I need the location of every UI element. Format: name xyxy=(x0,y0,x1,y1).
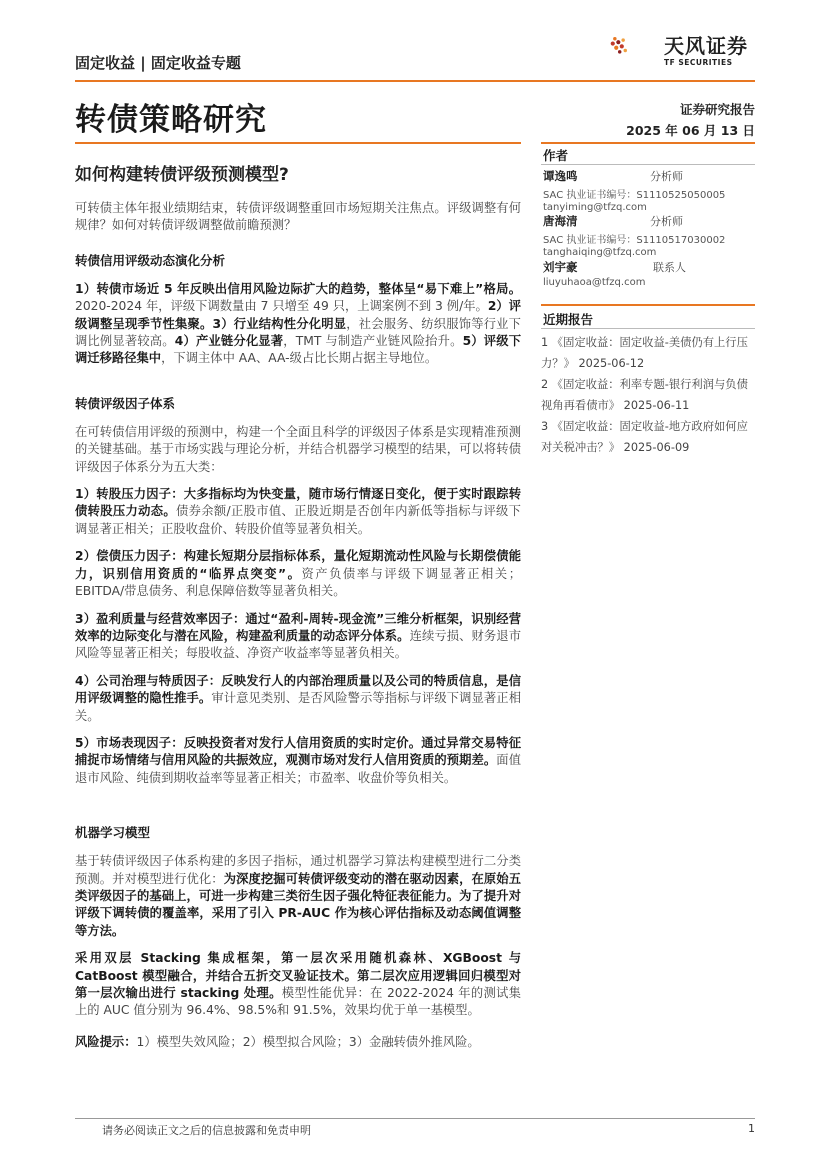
logo-dot xyxy=(618,50,621,53)
authors-rule xyxy=(541,164,755,165)
logo-dot xyxy=(611,41,615,45)
logo-dot xyxy=(621,38,624,41)
bold-text: 2）偿债压力因子：构建长短期分层指标体系，量化短期流动性风险与长期偿债能力，识别信用资质的“临界点突变”。 xyxy=(75,549,521,581)
body-text: 审计意见类别、是否风险警示等指标与评级下调显著正相关。 xyxy=(75,691,521,723)
intro-paragraph: 可转债主体年报业绩期结束，转债评级调整重回市场短期关注焦点。评级调整有何规律？如何对转债评级调整做前瞻预测？ xyxy=(75,201,521,233)
author-name: 唐海清 xyxy=(543,214,578,228)
report-type: 证券研究报告 xyxy=(679,102,755,117)
bold-text: 为深度挖掘可转债评级变动的潜在驱动因素，在原始五类评级因子的基础上，可进一步构建三类衍生因子强化特征表征能力。为了提升对评级下调转债的覆盖率，采用了引入 PR-AUC 作为核心评估指标及动态阈值调整等方法。 xyxy=(75,871,521,938)
report-date: 2025 年 06 月 13 日 xyxy=(626,123,755,138)
author-card xyxy=(543,168,755,213)
factor-paragraph xyxy=(75,548,521,600)
body-text: 面值退市风险、纯债到期收益率等显著正相关；市盈率、收盘价等负相关。 xyxy=(75,753,521,785)
report-subtitle: 如何构建转债评级预测模型? xyxy=(75,165,289,185)
section-title: 机器学习模型 xyxy=(75,825,151,841)
author-name: 刘宇豪 xyxy=(543,260,578,274)
bold-text: 3）行业结构性分化明显 xyxy=(212,316,347,331)
recent-report-item[interactable]: 3 《固定收益：固定收益-地方政府如何应对关税冲击？》 2025-06-09 xyxy=(541,420,748,454)
body-text: ，社会服务、纺织服饰等行业下调比例显著较高。 xyxy=(75,316,521,349)
logo-dot xyxy=(613,37,616,40)
recent-rule xyxy=(541,328,755,329)
logo-text-en: TF SECURITIES xyxy=(664,58,733,67)
section-paragraph xyxy=(75,853,521,940)
header-category: 固定收益 | 固定收益专题 xyxy=(75,54,241,72)
author-cert: SAC 执业证书编号：S1110525050005 xyxy=(543,190,726,201)
logo-dot xyxy=(624,49,627,52)
sidebar-rule xyxy=(541,142,755,144)
section-paragraph: 在可转债信用评级的预测中，构建一个全面且科学的评级因子体系是实现精准预测的关键基础。基于市场实践与理论分析，并结合机器学习模型的结果，可以将转债评级因子体系分为五大类： xyxy=(75,424,521,474)
author-role: 联系人 xyxy=(653,261,686,274)
body-text: 债券余额/正股市值、正股近期是否创年内新低等指标与评级下调显著正相关；正股收盘价、转股价值等显著负相关。 xyxy=(75,504,521,536)
header-rule xyxy=(75,80,755,82)
body-text: ，TMT 与制造产业链风险抬升。 xyxy=(283,334,463,349)
recent-report-item[interactable]: 1 《固定收益：固定收益-美债仍有上行压力？》 2025-06-12 xyxy=(541,336,748,370)
factor-paragraph xyxy=(75,735,521,787)
bold-text: 4）产业链分化显著 xyxy=(174,334,284,349)
author-email[interactable]: tanyiming@tfzq.com xyxy=(543,202,647,213)
author-email[interactable]: tanghaiqing@tfzq.com xyxy=(543,247,657,258)
body-text: 连续亏损、财务退市风险等显著正相关；每股收益、净资产收益率等显著负相关。 xyxy=(75,628,521,661)
bold-text: 4）公司治理与特质因子：反映发行人的内部治理质量以及公司的特质信息，是信用评级调整的隐性推手。 xyxy=(75,673,521,706)
authors-heading: 作者 xyxy=(543,148,569,163)
bold-text: 5）评级下调迁移路径集中 xyxy=(75,334,521,366)
author-card xyxy=(543,259,755,288)
recent-report-item[interactable]: 2 《固定收益：利率专题-银行利润与负债视角再看债市》 2025-06-11 xyxy=(541,378,748,412)
author-cert: SAC 执业证书编号：S1110517030002 xyxy=(543,235,726,246)
body-text: 1）模型失效风险；2）模型拟合风险；3）金融转债外推风险。 xyxy=(136,1034,480,1049)
body-text: 模型性能优异：在 2022-2024 年的测试集上的 AUC 值分别为 96.4%、98.5%和 91.5%，效果均优于单一基模型。 xyxy=(75,986,521,1018)
footer-rule xyxy=(75,1118,755,1119)
title-rule xyxy=(75,142,521,144)
bold-text: 1）转股压力因子：大多指标均为快变量，随市场行情逐日变化，便于实时跟踪转债转股压力动态。 xyxy=(75,487,521,519)
tf-logo-icon xyxy=(610,18,662,74)
section-title: 转债信用评级动态演化分析 xyxy=(75,252,226,268)
page-number: 1 xyxy=(748,1122,755,1135)
footer-disclaimer: 请务必阅读正文之后的信息披露和免责申明 xyxy=(102,1124,311,1137)
page-title: 转债策略研究 xyxy=(75,102,267,138)
recent-reports-heading: 近期报告 xyxy=(543,312,594,327)
logo-dot xyxy=(616,40,620,44)
body-text: ，下调主体中 AA、AA-级占比长期占据主导地位。 xyxy=(161,351,438,366)
section-title: 转债评级因子体系 xyxy=(75,395,176,411)
body-text: 基于转债评级因子体系构建的多因子指标，通过机器学习算法构建模型进行二分类预测。并对模型进行优化： xyxy=(75,854,521,886)
bold-text: 2）评级调整呈现季节性集聚。 xyxy=(75,299,522,331)
main-content xyxy=(75,200,521,1051)
factor-paragraph xyxy=(75,611,521,663)
bold-text: 5）市场表现因子：反映投资者对发行人信用资质的实时定价。通过异常交易特征捕捉市场情绪与信用风险的共振效应，观测市场对发行人信用资质的预期差。 xyxy=(75,735,521,768)
risk-warning xyxy=(75,1034,521,1051)
author-card xyxy=(543,213,755,258)
factor-paragraph xyxy=(75,673,521,725)
author-role: 分析师 xyxy=(650,215,683,228)
body-text: 2020-2024 年，评级下调数量由 7 只增至 49 只，上调案例不到 3 例/年。 xyxy=(75,299,488,314)
factor-paragraph xyxy=(75,486,521,538)
section-paragraph xyxy=(75,950,521,1020)
author-email[interactable]: liuyuhaoa@tfzq.com xyxy=(543,277,646,288)
recent-top-rule xyxy=(541,304,755,306)
bold-text: 采用双层 Stacking 集成框架，第一层次采用随机森林、XGBoost 与 CatBoost 模型融合，并结合五折交叉验证技术。第二层次应用逻辑回归模型对第一层次输出进行 stacking 处理。 xyxy=(75,951,521,1000)
logo-dot xyxy=(620,44,624,48)
author-name: 谭逸鸣 xyxy=(543,169,578,183)
bold-text: 1）转债市场近 5 年反映出信用风险边际扩大的趋势，整体呈“易下难上”格局。 xyxy=(75,281,521,296)
logo-dot xyxy=(614,46,618,50)
bold-text: 3）盈利质量与经营效率因子：通过“盈利-周转-现金流”三维分析框架，识别经营效率的边际变化与潜在风险，构建盈利质量的动态评分体系。 xyxy=(75,611,521,643)
section-paragraph xyxy=(75,281,521,368)
bold-text: 风险提示： xyxy=(75,1034,137,1049)
logo-text-cn: 天风证券 xyxy=(664,34,748,58)
body-text: 资产负债率与评级下调显著正相关；EBITDA/带息债务、利息保障倍数等显著负相关。 xyxy=(75,566,521,599)
author-role: 分析师 xyxy=(650,170,683,183)
